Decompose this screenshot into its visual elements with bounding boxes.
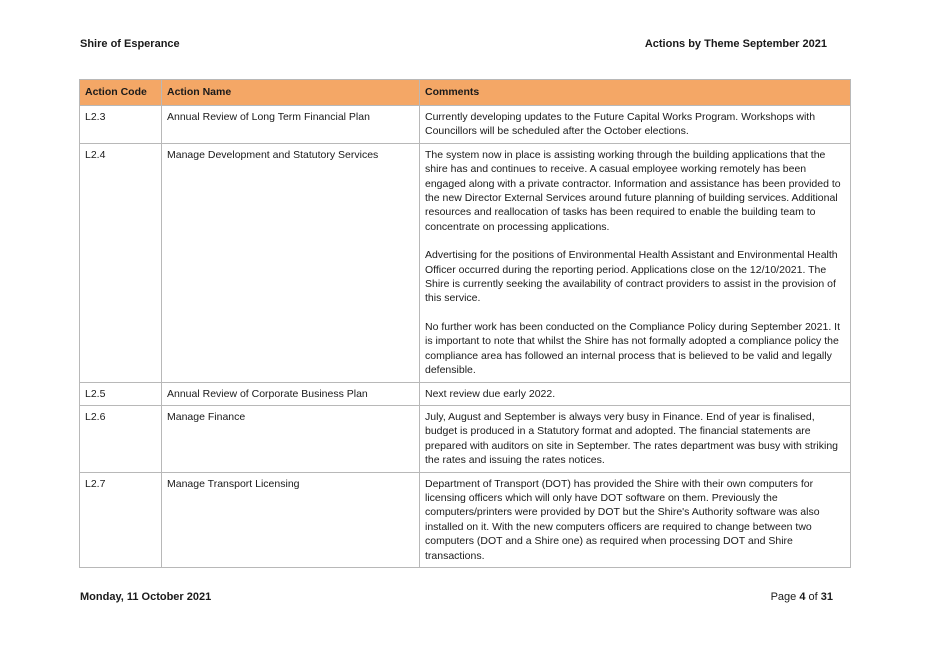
page-of: of xyxy=(805,591,821,603)
organisation-name: Shire of Esperance xyxy=(80,38,180,50)
comment-paragraph: The system now in place is assisting working through the building applications that the shire has and continues to receive. A casual employee working remotely has been engaged along with a private contractor. Information and assistance has been provided to the new Director External Services around future planning of building services. Additional resources and reallocation of tasks has been required to enable the building team to concentrate on processing applications. xyxy=(425,148,841,233)
comment-paragraph: Currently developing updates to the Future Capital Works Program. Workshops with Councillors will be scheduled after the October elections. xyxy=(425,111,816,138)
page-total: 31 xyxy=(820,591,833,603)
table-row xyxy=(80,472,851,567)
column-header-action-code: Action Code xyxy=(80,80,162,106)
action-code-cell: L2.6 xyxy=(80,405,162,472)
comments-cell xyxy=(420,472,851,567)
report-date: Monday, 11 October 2021 xyxy=(80,591,212,603)
comment-paragraph: July, August and September is always very busy in Finance. End of year is finalised, budget is produced in a Statutory format and adopted. The financial statements are prepared with auditors on site in September. The rates department was busy with striking the rates and issuing the rates notices. xyxy=(425,410,839,467)
table-row xyxy=(80,106,851,144)
comments-cell xyxy=(420,382,851,405)
action-name-cell: Annual Review of Long Term Financial Plan xyxy=(162,106,420,144)
action-name-cell: Annual Review of Corporate Business Plan xyxy=(162,382,420,405)
comments-cell xyxy=(420,405,851,472)
actions-table xyxy=(79,79,851,568)
report-title: Actions by Theme September 2021 xyxy=(644,38,827,50)
comment-paragraph: Next review due early 2022. xyxy=(425,387,556,400)
page-number xyxy=(771,591,833,603)
action-name-cell: Manage Transport Licensing xyxy=(162,472,420,567)
action-name-cell: Manage Development and Statutory Services xyxy=(162,143,420,382)
action-code-cell: L2.7 xyxy=(80,472,162,567)
table-header-row xyxy=(80,80,851,106)
table-row xyxy=(80,382,851,405)
table-row xyxy=(80,405,851,472)
comment-paragraph: Advertising for the positions of Environmental Health Assistant and Environmental Health Officer occurred during the reporting period. Applications close on the 12/10/2021. The Shire is currently seeking the availability of contract providers to assist in the provision of this service. xyxy=(425,249,838,305)
action-name-cell: Manage Finance xyxy=(162,405,420,472)
table-row xyxy=(80,143,851,382)
column-header-action-name: Action Name xyxy=(162,80,420,106)
comments-cell xyxy=(420,106,851,144)
comments-cell xyxy=(420,143,851,382)
action-code-cell: L2.5 xyxy=(80,382,162,405)
comment-paragraph: No further work has been conducted on the Compliance Policy during September 2021. It is important to note that whilst the Shire has not formally adopted a compliance policy the compliance area has followed an internal process that is believed to be valid and legally defensible. xyxy=(425,320,840,377)
page-current: 4 xyxy=(799,591,806,603)
column-header-comments: Comments xyxy=(420,80,851,106)
page-prefix: Page xyxy=(770,591,800,603)
action-code-cell: L2.3 xyxy=(80,106,162,144)
action-code-cell: L2.4 xyxy=(80,143,162,382)
comment-paragraph: Department of Transport (DOT) has provided the Shire with their own computers for licensing officers which will only have DOT software on them. Previously the computers/printers were provided by DOT but the Shire's Authority software was also installed on it. With the new computers officers are required to change between two computers (DOT and a Shire one) as required when processing DOT and Shire transactions. xyxy=(425,477,820,562)
